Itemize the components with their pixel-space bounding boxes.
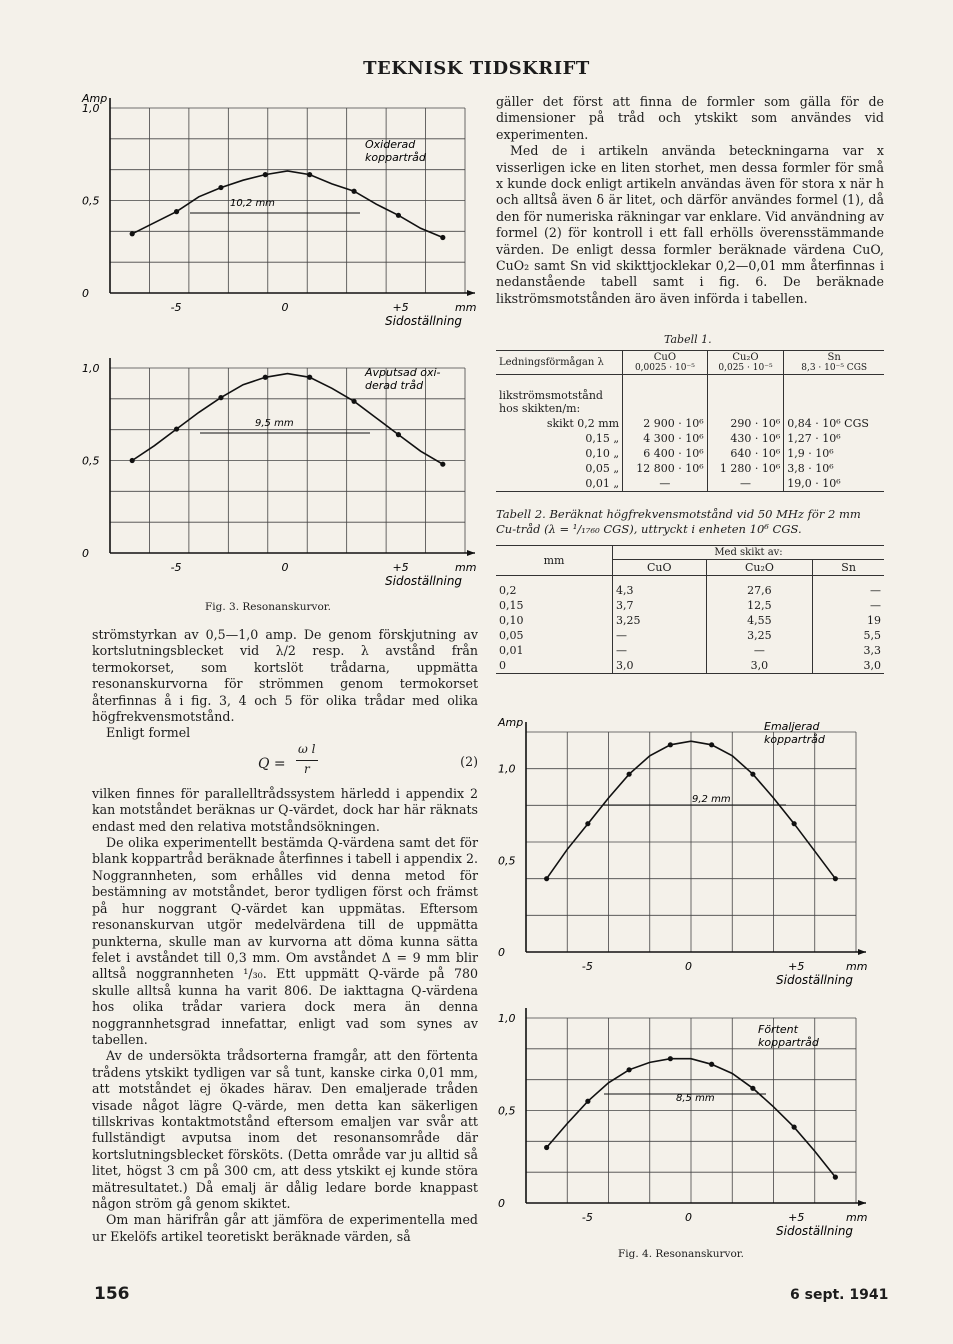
x-axis-title: Sidoställning [776,1224,854,1238]
x-axis-title: Sidoställning [385,574,463,588]
formula-number: (2) [460,753,478,769]
x-unit-label: mm [846,960,868,973]
x-tick-label: +5 [392,301,409,314]
y-tick-label: 0 [82,287,89,300]
curve-label: Avputsad oxi- [365,366,441,379]
table-row: 0 3,0 3,0 3,0 [496,658,884,674]
data-point [351,399,356,404]
x-tick-label: 0 [685,960,692,973]
y-tick-label: 1,0 [498,762,516,776]
data-point [130,458,135,463]
x-axis-title: Sidoställning [385,314,463,328]
table2 [496,545,884,674]
data-point [833,876,838,881]
data-point [668,742,673,747]
x-tick-label: +5 [788,960,805,973]
formula-block [92,742,478,786]
x-tick-label: 0 [281,301,289,314]
table-row: 0,2 4,3 27,6 — [496,576,884,599]
fig4-top-chart [496,712,886,997]
right-paragraph-2: Med de i artikeln använda beteckningarna var x visserligen icke en liten storhet, men dessa formler för små x kunde dock enligt artikeln användas även för stora x när h och alltså även δ är litet, och därför användes formel (1), då den för numeriska räkningar var enklare. Vid användning av formel (2) för kontroll i ett fall erhölls överensstämmande värden. De enligt dessa formler beräknade värdena CuO, CuO₂ samt Sn vid skikttjocklekar 0,2—0,01 mm återfinnas i nedanstående tabell samt i fig. 6. De beräknade likströmsmotstånden äro även införda i tabellen. [496,143,884,306]
data-point [709,742,714,747]
table1-col-cu2o: Cu₂O 0,025 · 10⁻⁵ [707,351,784,375]
data-point [833,1175,838,1180]
data-point [750,772,755,777]
curve-label: koppartråd [365,151,426,164]
data-point [263,172,268,177]
left-paragraph-1: strömstyrkan av 0,5—1,0 amp. De genom förskjutning av kortslutningsblecket vid λ/2 resp. λ avstånd från termokorset, som kortslöt trådarna, uppmätta resonanskurvorna för strömmen genom termokorset återfinnas å i fig. 3, 4 och 5 för olika trådar med olika högfrekvensmotstånd. [92,627,478,725]
left-paragraph-4: De olika experimentellt bestämda Q-värdena samt det för blank koppartråd beräknade återfinnes i tabell i appendix 2. Noggrannheten, som erhålles vid denna metod för bestämning av motståndet, beror tydligen först och främst på hur noggrant Q-värdet kan uppmätas. Eftersom resonanskurvan utgör medelvärdena till de uppmätta punkterna, skulle man av kurvorna att döma kunna sätta felet i avståndet till 0,3 mm. Om avståndet Δ = 9 mm blir alltså noggrannheten ¹/₃₀. Ett uppmätt Q-värde på 780 skulle alltså kunna ha varit 806. De iakttagna Q-värdena hos olika trådar variera dock mera än denna noggrannhetsgrad innefattar, enligt vad som synes av tabellen. [92,835,478,1047]
data-point [174,209,179,214]
y-tick-label: 0,5 [498,1104,516,1118]
x-tick-label: -5 [581,960,593,973]
data-point [307,375,312,380]
table-row: 0,01 „ — — 19,0 · 10⁶ [496,476,884,492]
left-paragraph-5: Av de undersökta trådsorterna framgår, att den förtenta trådens ytskikt tydligen var så tunt, kanske cirka 0,01 mm, att motståndet ej ökades härav. Den emaljerade tråden visade något lägre Q-värde, men detta kan säkerligen tillskrivas kontaktmotstånd eftersom emaljen var svår att fullständigt avputsa inom det resonansområde där kortslutningsblecket försköts. (Detta område var ju alltid så litet, högst 3 cm på 300 cm, att dess ytskikt ej kunde störa mätresultatet.) Då emalj är dålig ledare borde knappast någon ström gå genom skiktet. [92,1048,478,1211]
curve-label: Oxiderad [365,138,416,151]
x-unit-label: mm [455,301,477,314]
data-point [440,462,445,467]
fig4-caption: Fig. 4. Resonanskurvor. [618,1248,744,1260]
right-column-text [496,94,884,307]
data-point [130,231,135,236]
x-tick-label: +5 [392,561,409,574]
data-point [396,213,401,218]
table2-col-cuo: CuO [613,560,707,576]
table1-col-cuo: CuO 0,0025 · 10⁻⁵ [623,351,708,375]
curve-label: koppartråd [764,733,825,746]
table1 [496,350,884,492]
table1-row-label: likströmsmotstånd hos skikten/m: [496,375,623,417]
table1-col-sn: Sn 8,3 · 10⁻⁵ CGS [801,352,868,373]
data-point [668,1056,673,1061]
issue-date: 6 sept. 1941 [790,1287,889,1303]
left-column-text [92,627,478,1245]
y-tick-label: 1,0 [82,362,100,375]
curve-label: Förtent [758,1023,798,1036]
page-number: 156 [94,1284,130,1304]
table2-col-cu2o: Cu₂O [706,560,813,576]
curve-label: koppartråd [758,1036,819,1049]
data-point [218,185,223,190]
table-row: 0,15 „ 4 300 · 10⁶ 430 · 10⁶ 1,27 · 10⁶ [496,431,884,446]
data-point [750,1086,755,1091]
table-row: 0,05 — 3,25 5,5 [496,628,884,643]
curve-label: derad tråd [365,379,424,392]
formula-denominator: r [304,761,310,776]
width-label: 10,2 mm [230,198,275,209]
y-tick-label: 0,5 [82,454,100,468]
data-point [792,1125,797,1130]
data-point [792,821,797,826]
data-point [585,821,590,826]
y-axis-title: Amp [498,716,524,729]
left-paragraph-2: Enligt formel [106,725,191,741]
y-tick-label: 0 [82,547,89,560]
y-tick-label: 0,5 [498,854,516,868]
x-axis-arrow-icon [467,550,475,556]
fig3-top-chart [60,88,480,343]
running-header: TEKNISK TIDSKRIFT [363,58,590,79]
fig4-bottom-chart [496,1008,886,1243]
data-point [174,426,179,431]
width-label: 8,5 mm [676,1093,715,1104]
y-axis-title: Amp [82,92,108,105]
x-axis-arrow-icon [858,1200,866,1206]
left-paragraph-3: vilken finnes för parallelltrådssystem härledd i appendix 2 kan motståndet beräknas ur Q-värdet, dock har här räknats endast med den relativa motståndsökningen. [92,785,478,834]
table1-title: Tabell 1. [664,333,712,346]
x-tick-label: -5 [170,561,182,574]
data-point [263,375,268,380]
table-row: skikt 0,2 mm 2 900 · 10⁶ 290 · 10⁶ 0,84 · 10⁶ CGS [496,416,884,431]
x-tick-label: 0 [685,1211,692,1224]
data-point [709,1062,714,1067]
data-point [585,1099,590,1104]
y-tick-label: 1,0 [498,1012,516,1025]
right-paragraph-1: gäller det först att finna de formler som gälla för de dimensioner på tråd och ytskikt som användes vid experimenten. [496,94,884,142]
fig3-caption: Fig. 3. Resonanskurvor. [205,601,331,613]
table-row: 0,15 3,7 12,5 — [496,598,884,613]
y-tick-label: 1,0 [82,102,100,115]
table2-group-head: Med skikt av: [613,546,885,560]
data-point [307,172,312,177]
x-tick-label: +5 [788,1211,805,1224]
width-label: 9,2 mm [692,794,731,805]
table-row: 0,10 „ 6 400 · 10⁶ 640 · 10⁶ 1,9 · 10⁶ [496,446,884,461]
x-unit-label: mm [455,561,477,574]
formula-numerator: ω l [298,741,316,756]
left-paragraph-6: Om man härifrån går att jämföra de experimentella med ur Ekelöfs artikel teoretiskt beräknade värden, så [92,1212,478,1244]
data-point [627,1067,632,1072]
data-point [351,189,356,194]
resonance-curve [132,171,443,238]
data-point [544,876,549,881]
x-unit-label: mm [846,1211,868,1224]
table-row: 0,01 — — 3,3 [496,643,884,658]
formula-lhs: Q = [258,755,286,772]
y-tick-label: 0,5 [82,194,100,208]
x-tick-label: -5 [170,301,182,314]
x-tick-label: 0 [281,561,289,574]
data-point [440,235,445,240]
x-axis-title: Sidoställning [776,973,854,987]
width-label: 9,5 mm [255,418,294,429]
data-point [627,772,632,777]
table2-col-mm: mm [496,546,613,576]
y-tick-label: 0 [498,1197,505,1210]
data-point [544,1145,549,1150]
x-axis-arrow-icon [467,290,475,296]
curve-label: Emaljerad [764,720,820,733]
formula-fraction-line [296,760,318,761]
table1-head-label: Ledningsförmågan λ [496,351,623,375]
data-point [218,395,223,400]
y-tick-label: 0 [498,946,505,959]
table2-caption: Tabell 2. Beräknat högfrekvensmotstånd vid 50 MHz för 2 mm Cu-tråd (λ = ¹/₁₇₆₀ CGS), uttryckt i enheten 10⁶ CGS. [496,507,861,536]
x-tick-label: -5 [581,1211,593,1224]
x-axis-arrow-icon [858,949,866,955]
table-row: 0,05 „ 12 800 · 10⁶ 1 280 · 10⁶ 3,8 · 10⁶ [496,461,884,476]
fig3-bottom-chart [60,358,480,598]
table2-col-sn: Sn [841,561,856,574]
data-point [396,432,401,437]
table-row: 0,10 3,25 4,55 19 [496,613,884,628]
